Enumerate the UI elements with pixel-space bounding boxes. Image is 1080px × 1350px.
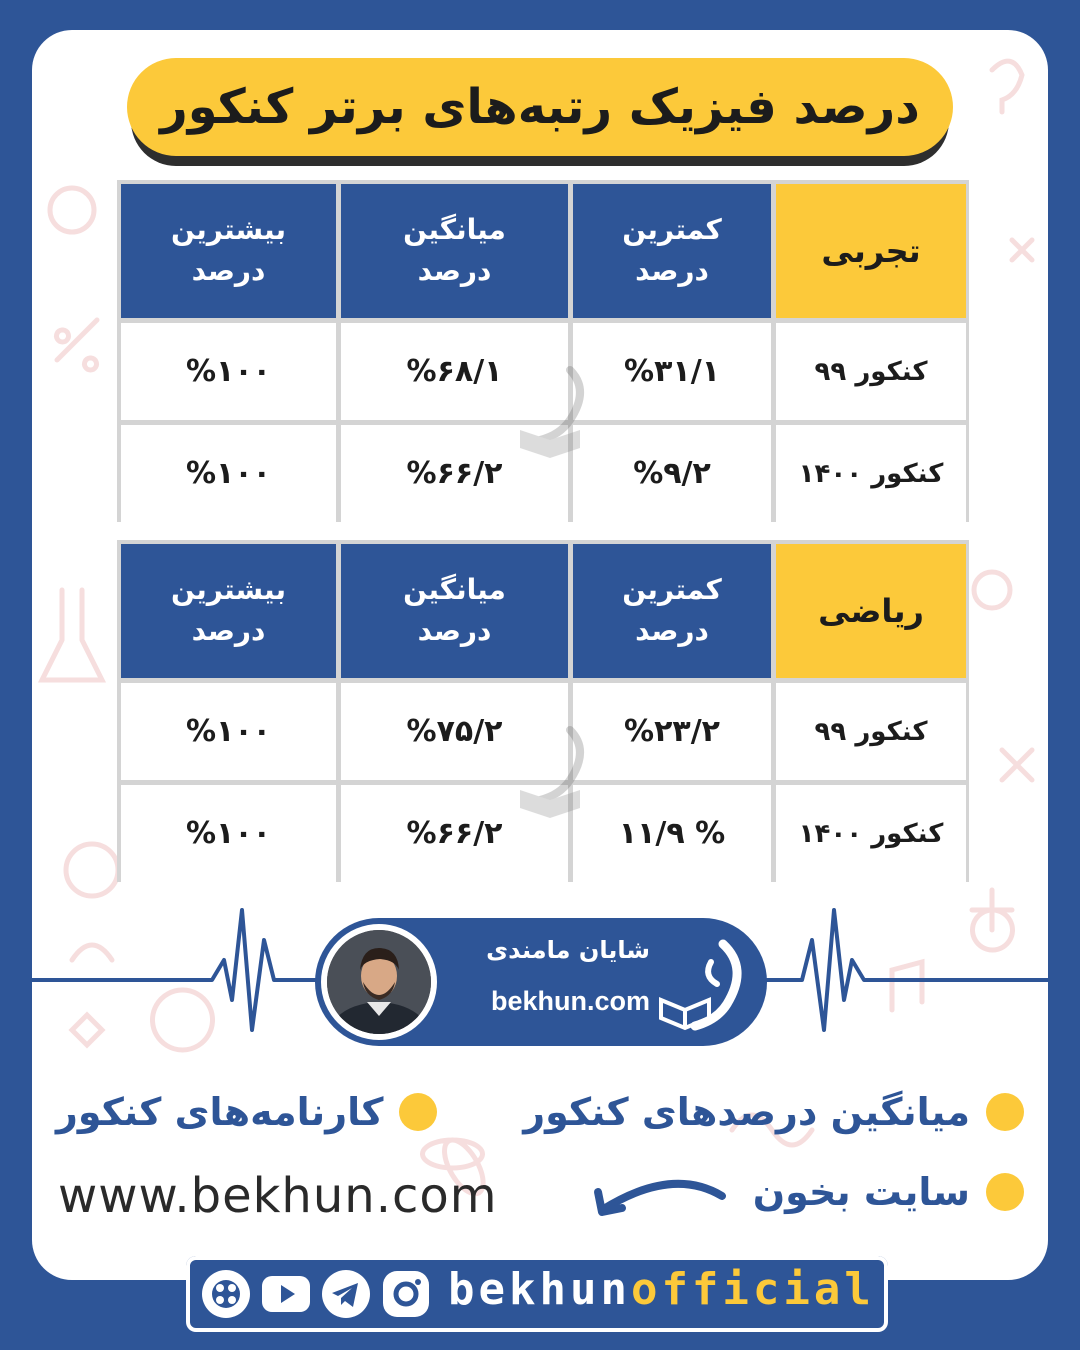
footer-handle[interactable]: [448, 1264, 875, 1315]
row-label: کنکور ۱۴۰۰: [776, 425, 966, 522]
footer-handle-part1: bekhun: [448, 1264, 631, 1315]
cell-avg: %۶۶/۲: [341, 425, 568, 522]
link-report-cards[interactable]: [56, 1090, 437, 1134]
arrow-left-icon: [582, 1170, 732, 1230]
header-avg: میانگین درصد: [341, 184, 568, 318]
link-avg-percent[interactable]: [523, 1090, 1024, 1134]
cell-min: %۳۱/۱: [573, 323, 771, 420]
cell-max: %۱۰۰: [121, 425, 336, 522]
watermark-logo-icon: [510, 360, 600, 460]
table-math: [117, 540, 969, 882]
category-math: ریاضی: [776, 544, 966, 678]
category-experimental: تجربی: [776, 184, 966, 318]
footer-handle-part2: official: [630, 1264, 875, 1315]
aparat-icon[interactable]: [200, 1268, 252, 1320]
author-badge: [315, 918, 767, 1046]
cell-avg: %۶۶/۲: [341, 785, 568, 882]
row-label: کنکور ۱۴۰۰: [776, 785, 966, 882]
page-title: درصد فیزیک رتبه‌های برتر کنکور: [160, 79, 920, 135]
row-label: کنکور ۹۹: [776, 323, 966, 420]
header-avg: میانگین درصد: [341, 544, 568, 678]
header-max: بیشترین درصد: [121, 184, 336, 318]
author-name: شایان مامندی: [486, 936, 650, 964]
watermark-logo-icon: [510, 720, 600, 820]
table-experimental: [117, 180, 969, 522]
social-footer: [186, 1256, 888, 1332]
cell-max: %۱۰۰: [121, 323, 336, 420]
link-report-cards-label: کارنامه‌های کنکور: [56, 1090, 384, 1134]
header-min: کمترین درصد: [573, 544, 771, 678]
link-site-label: سایت بخون: [752, 1170, 970, 1214]
cell-min: %۲۳/۲: [573, 683, 771, 780]
bullet-dot: [986, 1173, 1024, 1211]
bekhun-logo-icon: [653, 932, 757, 1036]
cell-min: %۹/۲: [573, 425, 771, 522]
link-site[interactable]: [753, 1170, 1024, 1214]
youtube-icon[interactable]: [260, 1268, 312, 1320]
cell-max: %۱۰۰: [121, 683, 336, 780]
avatar: [321, 924, 437, 1040]
bullet-dot: [399, 1093, 437, 1131]
row-label: کنکور ۹۹: [776, 683, 966, 780]
content-card: [32, 30, 1048, 1280]
cell-min: % ۱۱/۹: [573, 785, 771, 882]
author-site: bekhun.com: [490, 986, 650, 1016]
cell-avg: %۶۸/۱: [341, 323, 568, 420]
link-avg-percent-label: میانگین درصدهای کنکور: [523, 1090, 970, 1134]
person-photo-icon: [327, 930, 431, 1034]
header-min: کمترین درصد: [573, 184, 771, 318]
bullet-dot: [986, 1093, 1024, 1131]
cell-max: %۱۰۰: [121, 785, 336, 882]
title-banner: [127, 58, 953, 156]
cell-avg: %۷۵/۲: [341, 683, 568, 780]
instagram-icon[interactable]: [380, 1268, 432, 1320]
telegram-icon[interactable]: [320, 1268, 372, 1320]
header-max: بیشترین درصد: [121, 544, 336, 678]
website-url[interactable]: www.bekhun.com: [58, 1168, 498, 1224]
